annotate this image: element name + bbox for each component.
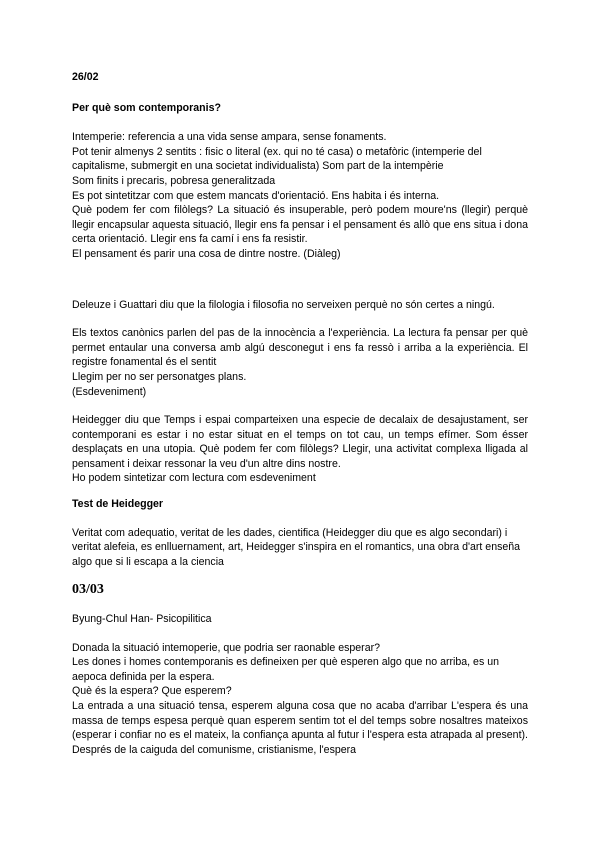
text-line: Es pot sintetitzar com que estem mancats d'orientació. Ens habita i és interna. [72, 189, 440, 202]
text-line: Pot tenir almenys 2 sentits : fisic o literal (ex. qui no té casa) o metafòric (intemperie del capitalisme, submergit en una societat individualista) Som part de la intempèrie [72, 145, 482, 173]
text-line: Som finits i precaris, pobresa generalitzada [72, 174, 276, 187]
text-line: Byung-Chul Han- Psicopilitica [72, 613, 212, 626]
text-line: El pensament és parir una cosa de dintre nostre. (Diàleg) [72, 247, 341, 260]
section-heading: Per què som contemporanis? [72, 101, 221, 114]
text-line: Llegim per no ser personatges plans. [72, 370, 247, 383]
subheading-test-heidegger: Test de Heidegger [72, 498, 164, 511]
text-line: Les dones i homes contemporanis es defineixen per què esperen algo que no arriba, es un aepoca definida per la espera. [72, 656, 499, 683]
paragraph-veritat [72, 526, 528, 570]
paragraph-heidegger [72, 413, 528, 486]
document-content [72, 70, 528, 757]
paragraph-espera [72, 641, 528, 758]
text-line: Els textos canònics parlen del pas de la innocència a l'experiència. La lectura fa pensar per què permet entaular una conversa amb algú desconegut i ens fa ressò i arriba a la experiència. El registre fonamental és el sentit [72, 327, 528, 369]
text-line: La entrada a una situació tensa, esperem alguna cosa que no acaba d'arribar L'espera és una massa de temps espesa perquè quan esperem sentim tot el del temps sobre nosaltres mateixos (esperar i confiar no es el mateix, la confiança apunta al futur i l'espera esta atrapada al present). Després de la caiguda del comunisme, cristianisme, l'espera [72, 700, 528, 756]
text-line: Donada la situació intemoperie, que podria ser raonable esperar? [72, 641, 380, 654]
text-line: Què és la espera? Que esperem? [72, 685, 232, 698]
text-line: (Esdeveniment) [72, 385, 147, 398]
text-line: Què podem fer com filòlegs? La situació és insuperable, però podem moure'ns (llegir) perquè llegir encapsular aquesta situació, llegir ens fa pensar i el pensament és allò que ens situa i dona certa orientació. Llegir ens fa camí i ens fa resistir. [72, 204, 528, 246]
text-line: Ho podem sintetizar com lectura com esdeveniment [72, 472, 316, 485]
text-line: Deleuze i Guattari diu que la filologia i filosofia no serveixen perquè no són certes a ningú. [72, 298, 495, 311]
text-line: Heidegger diu que Temps i espai comparteixen una especie de decalaix de desajustament, ser contemporani es estar i no estar situat en el temps on tot cau, un temps efímer. Som ésser desplaçats en una utopia. Què podem fer com filòlegs? Llegir, una activitat complexa lligada al pensament i deixar ressonar la veu d'un altre dins nostre. [72, 414, 528, 470]
paragraph-deleuze [72, 298, 528, 313]
text-line: Veritat com adequatio, veritat de les dades, cientifica (Heidegger diu que es algo secondari) i veritat alefeia, es enlluernament, art, Heidegger s'inspira en el romantics, una obra d'art enseña algo que si li escapa a la ciencia [72, 526, 521, 568]
date-heading: 03/03 [72, 582, 104, 598]
paragraph-textos-canonics [72, 326, 528, 399]
paragraph-intemperie [72, 130, 528, 261]
text-line: Intemperie: referencia a una vida sense ampara, sense fonaments. [72, 131, 387, 144]
paragraph-author [72, 612, 528, 627]
date-heading: 26/02 [72, 71, 99, 83]
